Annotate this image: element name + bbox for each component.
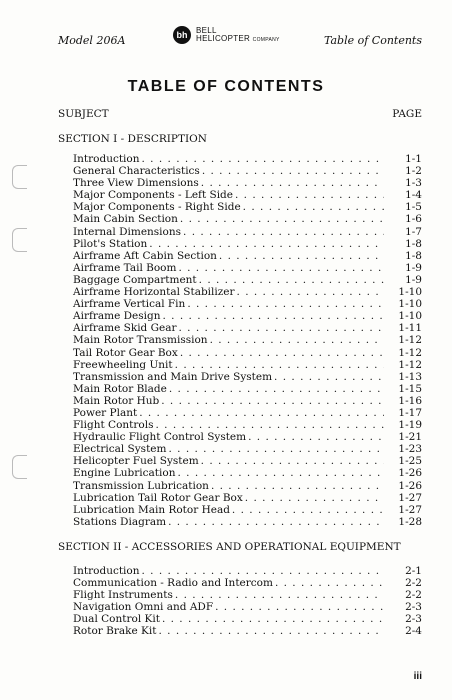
toc-entry-label: General Characteristics bbox=[73, 165, 200, 178]
toc-entry-label: Transmission Lubrication bbox=[73, 479, 209, 492]
toc-entry-label: Power Plant bbox=[73, 406, 138, 419]
section-heading: SECTION II - ACCESSORIES AND OPERATIONAL EQUIPMENT bbox=[58, 541, 401, 553]
toc-entry bbox=[73, 286, 422, 298]
toc-entry bbox=[73, 601, 422, 613]
dot-leader bbox=[169, 383, 384, 395]
toc-entry-page: 1-4 bbox=[405, 189, 422, 202]
dot-leader bbox=[175, 589, 384, 601]
toc-entry-page: 2-3 bbox=[405, 601, 422, 614]
dot-leader bbox=[162, 613, 384, 625]
toc-entry-label: Major Components - Left Side bbox=[73, 189, 233, 202]
toc-entry bbox=[73, 492, 422, 504]
toc-entry-label: Rotor Brake Kit bbox=[73, 625, 157, 638]
company-name: BELL HELICOPTER COMPANY bbox=[196, 25, 280, 43]
toc-entry-label: Flight Instruments bbox=[73, 589, 173, 602]
toc-entry-page: 1-10 bbox=[398, 310, 422, 323]
toc-entry bbox=[73, 238, 422, 250]
toc-entry-label: Airframe Skid Gear bbox=[73, 322, 177, 335]
toc-entry-label: Three View Dimensions bbox=[73, 177, 199, 190]
dot-leader bbox=[178, 262, 384, 274]
toc-entry-page: 1-28 bbox=[398, 515, 422, 528]
toc-entry-page: 2-3 bbox=[405, 613, 422, 626]
toc-entry bbox=[73, 589, 422, 601]
toc-entry-label: Main Rotor Transmission bbox=[73, 334, 208, 347]
dot-leader bbox=[179, 322, 385, 334]
toc-entry bbox=[73, 480, 422, 492]
toc-entry bbox=[73, 419, 422, 431]
toc-entry-label: Main Rotor Hub bbox=[73, 394, 160, 407]
dot-leader bbox=[274, 371, 384, 383]
toc-entry-page: 1-9 bbox=[405, 261, 422, 274]
toc-entry-label: Airframe Vertical Fin bbox=[73, 298, 186, 311]
dot-leader bbox=[202, 165, 384, 177]
toc-entry-label: Airframe Horizontal Stabilizer bbox=[73, 286, 235, 299]
toc-entry bbox=[73, 298, 422, 310]
toc-entry-page: 1-8 bbox=[405, 249, 422, 262]
toc-entry-label: Airframe Design bbox=[73, 310, 161, 323]
dot-leader bbox=[139, 407, 384, 419]
toc-entry-page: 2-2 bbox=[405, 577, 422, 590]
toc-entry-page: 1-15 bbox=[398, 382, 422, 395]
toc-entry-label: Engine Lubrication bbox=[73, 467, 176, 480]
dot-leader bbox=[149, 238, 384, 250]
section-entries bbox=[73, 565, 422, 638]
toc-entry-page: 1-26 bbox=[398, 467, 422, 480]
toc-entry-label: Dual Control Kit bbox=[73, 613, 160, 626]
dot-leader bbox=[243, 201, 384, 213]
toc-entry-page: 2-2 bbox=[405, 589, 422, 602]
toc-entry-page: 1-6 bbox=[405, 213, 422, 226]
dot-leader bbox=[199, 274, 384, 286]
toc-entry-page: 1-12 bbox=[398, 358, 422, 371]
toc-entry-page: 1-8 bbox=[405, 237, 422, 250]
toc-entry bbox=[73, 455, 422, 467]
dot-leader bbox=[180, 213, 384, 225]
toc-entry bbox=[73, 516, 422, 528]
toc-entry bbox=[73, 359, 422, 371]
toc-entry-label: Electrical System bbox=[73, 443, 167, 456]
dot-leader bbox=[211, 480, 384, 492]
toc-entry bbox=[73, 334, 422, 346]
toc-entry-label: Lubrication Tail Rotor Gear Box bbox=[73, 491, 243, 504]
toc-entry-page: 1-1 bbox=[405, 153, 422, 165]
toc-entry bbox=[73, 625, 422, 637]
dot-leader bbox=[163, 310, 385, 322]
toc-entry-page: 1-12 bbox=[398, 334, 422, 347]
dot-leader bbox=[248, 431, 384, 443]
page-column-header: PAGE bbox=[392, 108, 422, 120]
toc-entry-page: 1-27 bbox=[398, 491, 422, 504]
toc-entry-label: Pilot's Station bbox=[73, 237, 148, 250]
toc-entry bbox=[73, 201, 422, 213]
toc-entry bbox=[73, 310, 422, 322]
toc-entry-label: Hydraulic Flight Control System bbox=[73, 431, 247, 444]
toc-entry-label: Freewheeling Unit bbox=[73, 358, 173, 371]
dot-leader bbox=[161, 395, 384, 407]
toc-entry bbox=[73, 347, 422, 359]
section-heading: SECTION I - DESCRIPTION bbox=[58, 133, 207, 145]
toc-entry bbox=[73, 395, 422, 407]
dot-leader bbox=[183, 226, 384, 238]
toc-entry-label: Main Rotor Blade bbox=[73, 382, 167, 395]
toc-entry-page: 2-1 bbox=[405, 565, 422, 577]
dot-leader bbox=[177, 467, 384, 479]
toc-entry-label: Introduction bbox=[73, 153, 140, 165]
toc-entry-page: 1-16 bbox=[398, 394, 422, 407]
toc-entry-page: 1-7 bbox=[405, 225, 422, 238]
dot-leader bbox=[232, 504, 384, 516]
toc-entry bbox=[73, 153, 422, 165]
binder-hole-mark bbox=[12, 455, 27, 479]
toc-entry-label: Lubrication Main Rotor Head bbox=[73, 503, 230, 516]
toc-entry-page: 1-27 bbox=[398, 503, 422, 516]
toc-entry-label: Major Components - Right Side bbox=[73, 201, 241, 214]
toc-entry-page: 1-10 bbox=[398, 298, 422, 311]
dot-leader bbox=[275, 577, 384, 589]
dot-leader bbox=[210, 334, 384, 346]
toc-entry-page: 1-26 bbox=[398, 479, 422, 492]
toc-entry bbox=[73, 274, 422, 286]
toc-entry-label: Transmission and Main Drive System bbox=[73, 370, 273, 383]
toc-entry bbox=[73, 577, 422, 589]
toc-entry bbox=[73, 250, 422, 262]
toc-entry-label: Navigation Omni and ADF bbox=[73, 601, 214, 614]
toc-entry bbox=[73, 613, 422, 625]
toc-entry bbox=[73, 262, 422, 274]
toc-entry bbox=[73, 371, 422, 383]
toc-entry-label: Tail Rotor Gear Box bbox=[73, 346, 178, 359]
toc-entry bbox=[73, 431, 422, 443]
toc-entry-label: Internal Dimensions bbox=[73, 225, 182, 238]
toc-entry bbox=[73, 407, 422, 419]
toc-entry-label: Airframe Tail Boom bbox=[73, 261, 177, 274]
subject-column-header: SUBJECT bbox=[58, 108, 109, 120]
dot-leader bbox=[237, 286, 384, 298]
dot-leader bbox=[215, 601, 384, 613]
model-label: Model 206A bbox=[58, 34, 126, 47]
toc-entry-page: 1-12 bbox=[398, 346, 422, 359]
dot-leader bbox=[245, 492, 384, 504]
dot-leader bbox=[201, 177, 384, 189]
page-number: iii bbox=[413, 671, 422, 682]
toc-entry-page: 1-21 bbox=[398, 431, 422, 444]
dot-leader bbox=[219, 250, 384, 262]
dot-leader bbox=[158, 625, 384, 637]
dot-leader bbox=[168, 516, 384, 528]
toc-entry-page: 1-19 bbox=[398, 419, 422, 432]
toc-entry bbox=[73, 383, 422, 395]
dot-leader bbox=[187, 298, 384, 310]
toc-entry bbox=[73, 565, 422, 577]
dot-leader bbox=[142, 153, 385, 165]
toc-entry-label: Baggage Compartment bbox=[73, 273, 197, 286]
toc-entry bbox=[73, 226, 422, 238]
toc-entry bbox=[73, 177, 422, 189]
toc-entry-page: 1-10 bbox=[398, 286, 422, 299]
toc-entry-label: Introduction bbox=[73, 565, 140, 577]
binder-hole-mark bbox=[12, 228, 27, 252]
toc-entry bbox=[73, 504, 422, 516]
toc-entry-label: Main Cabin Section bbox=[73, 213, 178, 226]
toc-entry bbox=[73, 165, 422, 177]
toc-entry-page: 1-13 bbox=[398, 370, 422, 383]
column-headers bbox=[58, 108, 422, 120]
toc-entry-page: 1-3 bbox=[405, 177, 422, 190]
toc-entry bbox=[73, 322, 422, 334]
dot-leader bbox=[175, 359, 384, 371]
toc-entry-label: Flight Controls bbox=[73, 419, 154, 432]
section-entries bbox=[73, 153, 422, 528]
page-title: TABLE OF CONTENTS bbox=[127, 78, 325, 95]
toc-entry-label: Helicopter Fuel System bbox=[73, 455, 199, 468]
dot-leader bbox=[168, 443, 384, 455]
dot-leader bbox=[180, 347, 384, 359]
toc-entry-page: 2-4 bbox=[405, 625, 422, 638]
toc-entry bbox=[73, 189, 422, 201]
toc-entry-page: 1-9 bbox=[405, 273, 422, 286]
company-logo bbox=[173, 26, 280, 44]
toc-entry-page: 1-23 bbox=[398, 443, 422, 456]
dot-leader bbox=[201, 455, 384, 467]
toc-entry-page: 1-2 bbox=[405, 165, 422, 178]
toc-entry-label: Communication - Radio and Intercom bbox=[73, 577, 273, 590]
toc-entry-page: 1-5 bbox=[405, 201, 422, 214]
toc-entry bbox=[73, 443, 422, 455]
toc-entry-page: 1-17 bbox=[398, 406, 422, 419]
toc-entry-label: Stations Diagram bbox=[73, 515, 167, 528]
dot-leader bbox=[142, 565, 385, 577]
binder-hole-mark bbox=[12, 165, 27, 189]
dot-leader bbox=[235, 189, 384, 201]
bell-logo-icon: bh bbox=[173, 26, 191, 44]
toc-entry bbox=[73, 213, 422, 225]
toc-entry-page: 1-11 bbox=[398, 322, 422, 335]
running-title: Table of Contents bbox=[323, 34, 422, 47]
dot-leader bbox=[155, 419, 384, 431]
toc-entry-page: 1-25 bbox=[398, 455, 422, 468]
toc-entry bbox=[73, 467, 422, 479]
toc-entry-label: Airframe Aft Cabin Section bbox=[73, 249, 217, 262]
